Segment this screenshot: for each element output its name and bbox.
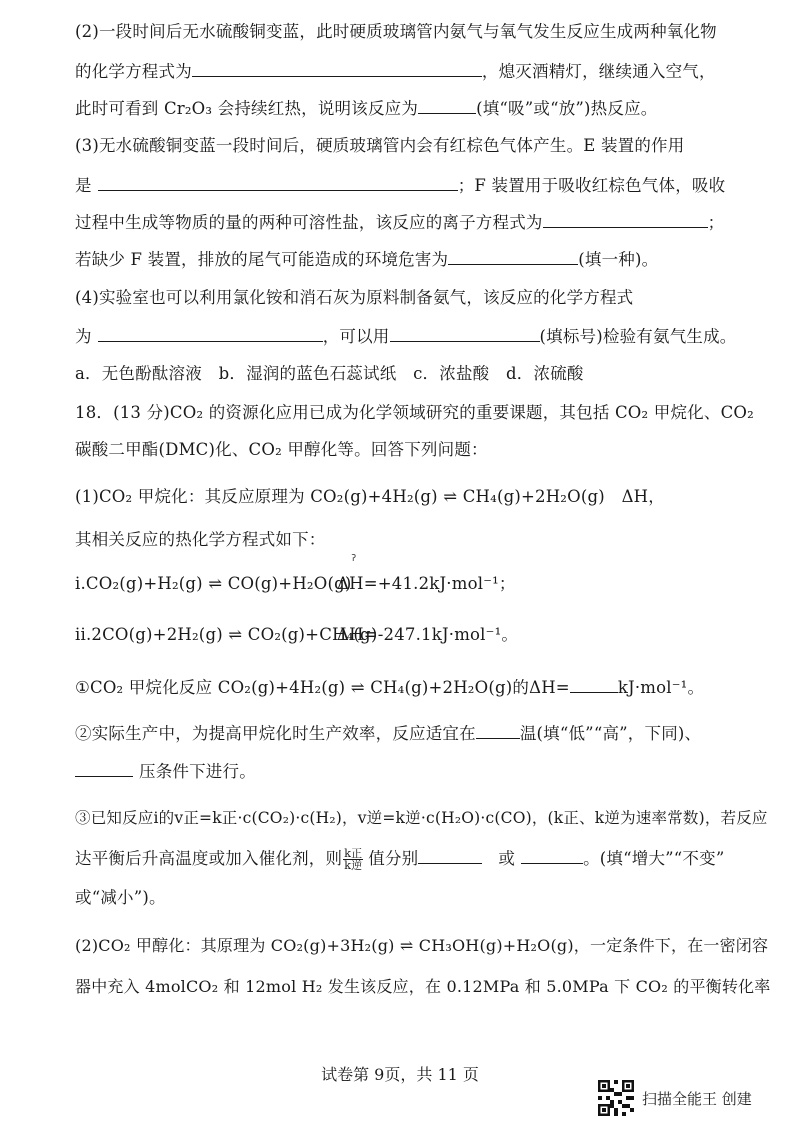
answer-blank[interactable] <box>476 720 520 739</box>
text-line: (2)一段时间后无水硫酸铜变蓝，此时硬质玻璃管内氨气与氧气发生反应生成两种氧化物 <box>75 22 717 41</box>
equation-line: i.CO₂(g)+H₂(g) ⇌ CO(g)+H₂O(g)ΔH=+41.2kJ·mol⁻¹； <box>75 574 516 593</box>
answer-blank[interactable] <box>543 209 708 228</box>
options-line: a．无色酚酞溶液 b．湿润的蓝色石蕊试纸 c．浓盐酸 d．浓硫酸 <box>75 364 584 383</box>
text-line: 其相关反应的热化学方程式如下： <box>75 530 326 549</box>
text-line: (3)无水硫酸铜变蓝一段时间后，硬质玻璃管内会有红棕色气体产生。E 装置的作用 <box>75 136 685 155</box>
text-line: 为 ，可以用 (填标号)检验有氨气生成。 <box>75 323 760 350</box>
answer-blank[interactable] <box>390 323 540 342</box>
text-line: 压条件下进行。 <box>75 758 760 785</box>
text-line: ①CO₂ 甲烷化反应 CO₂(g)+4H₂(g) ⇌ CH₄(g)+2H₂O(g)的ΔH= kJ·mol⁻¹。 <box>75 674 760 701</box>
qr-code-icon <box>598 1080 634 1116</box>
text-line: (4)实验室也可以利用氯化铵和消石灰为原料制备氨气，该反应的化学方程式 <box>75 288 634 307</box>
text-line: ②实际生产中，为提高甲烷化时生产效率，反应适宜在 温(填“低”“高”，下同)、 <box>75 720 760 747</box>
scanner-watermark <box>598 1078 752 1118</box>
watermark-text: 扫描全能王 创建 <box>642 1089 752 1108</box>
text-line: (2)CO₂ 甲醇化：其原理为 CO₂(g)+3H₂(g) ⇌ CH₃OH(g)+H₂O(g)，一定条件下，在一密闭容 <box>75 936 769 955</box>
rate-constant-fraction: $\frac{\text{k正}}{\text{k逆}}$ <box>344 847 363 872</box>
answer-blank[interactable] <box>418 845 482 864</box>
text-line: 或“减小”)。 <box>75 888 166 907</box>
text-line: 过程中生成等物质的量的两种可溶性盐，该反应的离子方程式为 ； <box>75 209 760 236</box>
stray-mark: ॽ <box>351 551 357 564</box>
answer-blank[interactable] <box>448 246 578 265</box>
answer-blank[interactable] <box>521 845 583 864</box>
answer-blank[interactable] <box>75 758 133 777</box>
page-footer: 试卷第 9页，共 11 页 <box>321 1065 479 1084</box>
text-line: 的化学方程式为 ，熄灭酒精灯，继续通入空气， <box>75 58 760 85</box>
text-line: 若缺少 F 装置，排放的尾气可能造成的环境危害为 (填一种)。 <box>75 246 760 273</box>
answer-blank[interactable] <box>418 95 476 114</box>
answer-blank[interactable] <box>192 58 482 77</box>
text-line: 此时可看到 Cr₂O₃ 会持续红热，说明该反应为 (填“吸”或“放”)热反应。 <box>75 95 760 122</box>
answer-blank[interactable] <box>570 674 618 693</box>
question-heading: 18．(13 分)CO₂ 的资源化应用已成为化学领域研究的重要课题，其包括 CO₂ 甲烷化、CO₂ <box>75 403 754 422</box>
text-line: 达平衡后升高温度或加入催化剂，则 $\frac{\text{k正}}{\text{k逆}}$ 值分别 或 。(填“增大”“不变” <box>75 847 725 872</box>
text-line: 器中充入 4molCO₂ 和 12mol H₂ 发生该反应，在 0.12MPa 和 5.0MPa 下 CO₂ 的平衡转化率 <box>75 977 771 996</box>
text-line: 是 ；F 装置用于吸收红棕色气体，吸收 <box>75 172 760 199</box>
text-line: (1)CO₂ 甲烷化：其反应原理为 CO₂(g)+4H₂(g) ⇌ CH₄(g)+2H₂O(g) ΔH， <box>75 487 665 506</box>
equation-line: ii.2CO(g)+2H₂(g) ⇌ CO₂(g)+CH₄(g)ΔH=-247.1kJ·mol⁻¹。 <box>75 625 519 644</box>
answer-blank[interactable] <box>98 323 323 342</box>
text-line: ③已知反应i的v正=k正·c(CO₂)·c(H₂)，v逆=k逆·c(H₂O)·c(CO)，(k正、k逆为速率常数)，若反应 <box>75 809 768 827</box>
answer-blank[interactable] <box>98 172 458 191</box>
text-line: 碳酸二甲酯(DMC)化、CO₂ 甲醇化等。回答下列问题： <box>75 440 488 459</box>
